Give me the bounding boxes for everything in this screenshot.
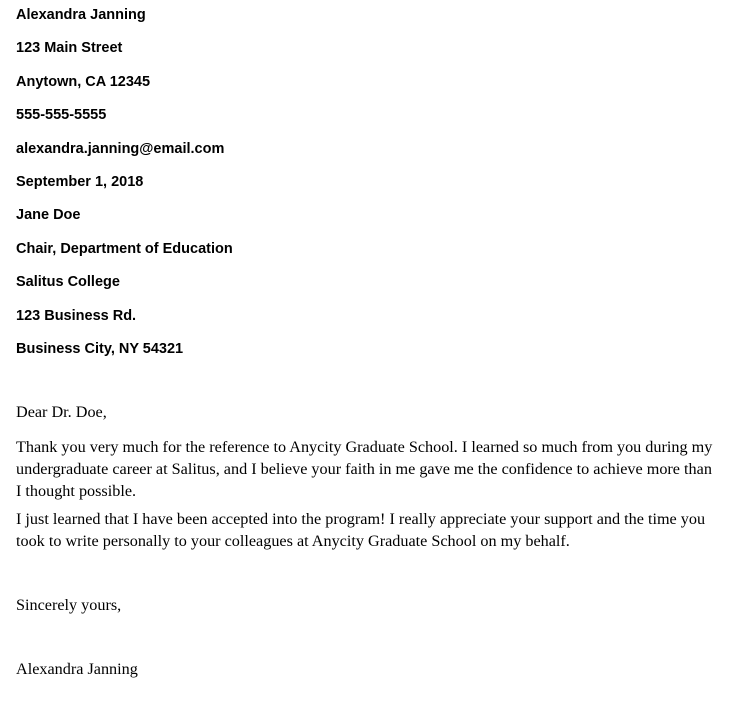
recipient-organization: Salitus College [16,274,120,291]
signature: Alexandra Janning [16,660,138,678]
letter [16,0,736,678]
sender-city-state-zip: Anytown, CA 12345 [16,73,151,90]
recipient-name: Jane Doe [16,207,81,224]
sender-phone: 555-555-5555 [16,107,107,124]
body-paragraph-1: Thank you very much for the reference to Anycity Graduate School. I learned so much from you during my undergraduate career at Salitus, and I believe your faith in me gave me the confidence to achieve more than I thought possible. [16,438,713,500]
sender-street: 123 Main Street [16,40,123,57]
closing: Sincerely yours, [16,596,122,614]
recipient-city-state-zip: Business City, NY 54321 [16,340,184,357]
sender-name: Alexandra Janning [16,7,146,23]
recipient-title: Chair, Department of Education [16,240,233,257]
salutation: Dear Dr. Doe, [16,403,107,421]
recipient-street: 123 Business Rd. [16,307,137,324]
letter-date: September 1, 2018 [16,173,144,190]
body-paragraph-2: I just learned that I have been accepted into the program! I really appreciate your support and the time you took to write personally to your colleagues at Anycity Graduate School on my behalf. [16,510,706,550]
sender-email: alexandra.janning@email.com [16,140,225,157]
